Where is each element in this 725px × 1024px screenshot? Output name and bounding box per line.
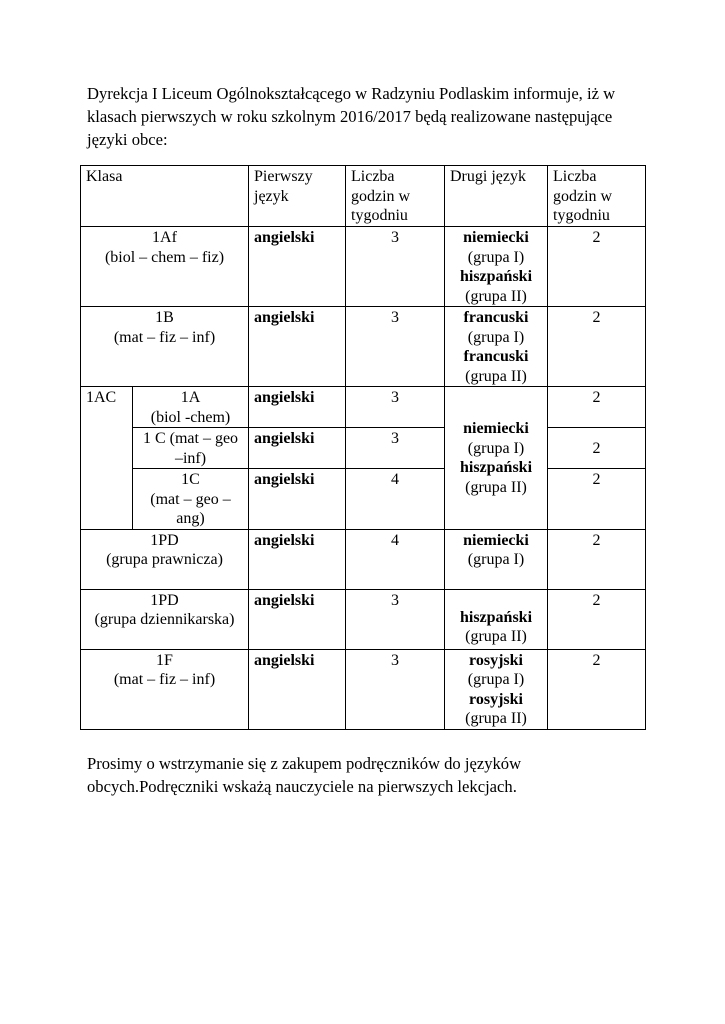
group-label: (grupa II) bbox=[465, 287, 527, 305]
group-label: (grupa II) bbox=[465, 710, 527, 727]
first-language: angielski bbox=[249, 589, 346, 649]
table-header-row bbox=[81, 166, 646, 227]
table-row bbox=[81, 649, 646, 729]
hours-second: 2 bbox=[548, 227, 646, 307]
hours-second: 2 bbox=[548, 529, 646, 589]
group-label: (grupa I) bbox=[467, 328, 525, 346]
class-name: 1 C (mat – geo –inf) bbox=[133, 428, 249, 469]
class-cell bbox=[81, 649, 249, 729]
hours-first: 4 bbox=[346, 529, 445, 589]
class-profile: (biol -chem) bbox=[150, 408, 231, 426]
second-language: rosyjski bbox=[469, 690, 523, 708]
second-language: niemiecki bbox=[463, 531, 529, 549]
first-language: angielski bbox=[249, 529, 346, 589]
group-label: (grupa I) bbox=[467, 671, 525, 688]
hours-first: 3 bbox=[346, 589, 445, 649]
class-profile: (grupa prawnicza) bbox=[106, 551, 223, 568]
class-profile: (mat – fiz – inf) bbox=[113, 328, 216, 346]
closing-paragraph: Prosimy o wstrzymanie się z zakupem podręczników do języków obcych.Podręczniki wskażą nauczyciele na pierwszych lekcjach. bbox=[87, 754, 522, 796]
hours-second: 2 bbox=[548, 387, 646, 428]
hours-second: 2 bbox=[548, 649, 646, 729]
languages-table bbox=[80, 165, 646, 730]
hours-second: 2 bbox=[548, 307, 646, 387]
second-language-cell bbox=[445, 529, 548, 589]
group-label: (grupa I) bbox=[467, 248, 525, 266]
table-row bbox=[81, 387, 646, 428]
first-language: angielski bbox=[249, 649, 346, 729]
hours-second: 2 bbox=[548, 589, 646, 649]
group-label: (grupa I) bbox=[467, 439, 525, 457]
hours-first: 3 bbox=[346, 428, 445, 469]
header-klasa: Klasa bbox=[81, 166, 249, 227]
second-language-cell bbox=[445, 589, 548, 649]
second-language-cell bbox=[445, 227, 548, 307]
table-row bbox=[81, 469, 646, 530]
group-label: (grupa II) bbox=[465, 367, 527, 385]
class-cell bbox=[81, 529, 249, 589]
class-name: 1F bbox=[156, 651, 173, 669]
group-label: (grupa I) bbox=[467, 551, 525, 568]
hours-second: 2 bbox=[548, 469, 646, 530]
class-name: 1Af bbox=[152, 229, 177, 246]
class-name: 1C bbox=[181, 471, 200, 488]
hours-second: 2 bbox=[548, 428, 646, 469]
class-profile: (mat – geo – ang) bbox=[150, 490, 231, 527]
hours-first: 4 bbox=[346, 469, 445, 530]
table-row bbox=[81, 589, 646, 649]
class-name: 1PD bbox=[150, 591, 179, 609]
first-language: angielski bbox=[249, 387, 346, 428]
first-language: angielski bbox=[249, 227, 346, 307]
second-language: rosyjski bbox=[469, 651, 523, 669]
second-language: niemiecki bbox=[463, 420, 529, 438]
class-cell bbox=[133, 387, 249, 428]
class-cell bbox=[81, 227, 249, 307]
second-language: hiszpański bbox=[459, 608, 533, 626]
hours-first: 3 bbox=[346, 307, 445, 387]
class-cell bbox=[133, 469, 249, 530]
first-language: angielski bbox=[249, 428, 346, 469]
header-hours-second: Liczba godzin w tygodniu bbox=[548, 166, 646, 227]
class-cell bbox=[81, 307, 249, 387]
table-row bbox=[81, 307, 646, 387]
class-cell bbox=[81, 589, 249, 649]
second-language-cell bbox=[445, 387, 548, 530]
second-language: francuski bbox=[463, 348, 529, 365]
class-name: 1A bbox=[180, 389, 201, 406]
second-language: francuski bbox=[463, 309, 529, 326]
second-language-cell bbox=[445, 307, 548, 387]
first-language: angielski bbox=[249, 307, 346, 387]
header-second-language: Drugi język bbox=[445, 166, 548, 227]
header-hours-first: Liczba godzin w tygodniu bbox=[346, 166, 445, 227]
group-label: (grupa II) bbox=[465, 478, 527, 496]
header-first-language: Pierwszy język bbox=[249, 166, 346, 227]
class-name: 1B bbox=[155, 309, 174, 326]
table-row bbox=[81, 529, 646, 589]
second-language: niemiecki bbox=[463, 229, 529, 246]
class-profile: (biol – chem – fiz) bbox=[104, 248, 225, 266]
group-label: (grupa II) bbox=[465, 628, 527, 645]
second-language-cell bbox=[445, 649, 548, 729]
table-row bbox=[81, 428, 646, 469]
second-language: hiszpański bbox=[459, 459, 533, 477]
class-profile: (mat – fiz – inf) bbox=[113, 671, 216, 688]
class-profile: (grupa dziennikarska) bbox=[94, 611, 235, 628]
class-group-cell: 1AC bbox=[81, 387, 133, 530]
class-name: 1PD bbox=[150, 531, 179, 549]
hours-first: 3 bbox=[346, 387, 445, 428]
hours-first: 3 bbox=[346, 227, 445, 307]
first-language: angielski bbox=[249, 469, 346, 530]
second-language: hiszpański bbox=[459, 268, 533, 285]
hours-first: 3 bbox=[346, 649, 445, 729]
intro-paragraph: Dyrekcja I Liceum Ogólnokształcącego w Radzyniu Podlaskim informuje, iż w klasach pierwszych w roku szkolnym 2016/2017 będą realizowane następujące języki obce: bbox=[87, 84, 616, 149]
table-row bbox=[81, 227, 646, 307]
